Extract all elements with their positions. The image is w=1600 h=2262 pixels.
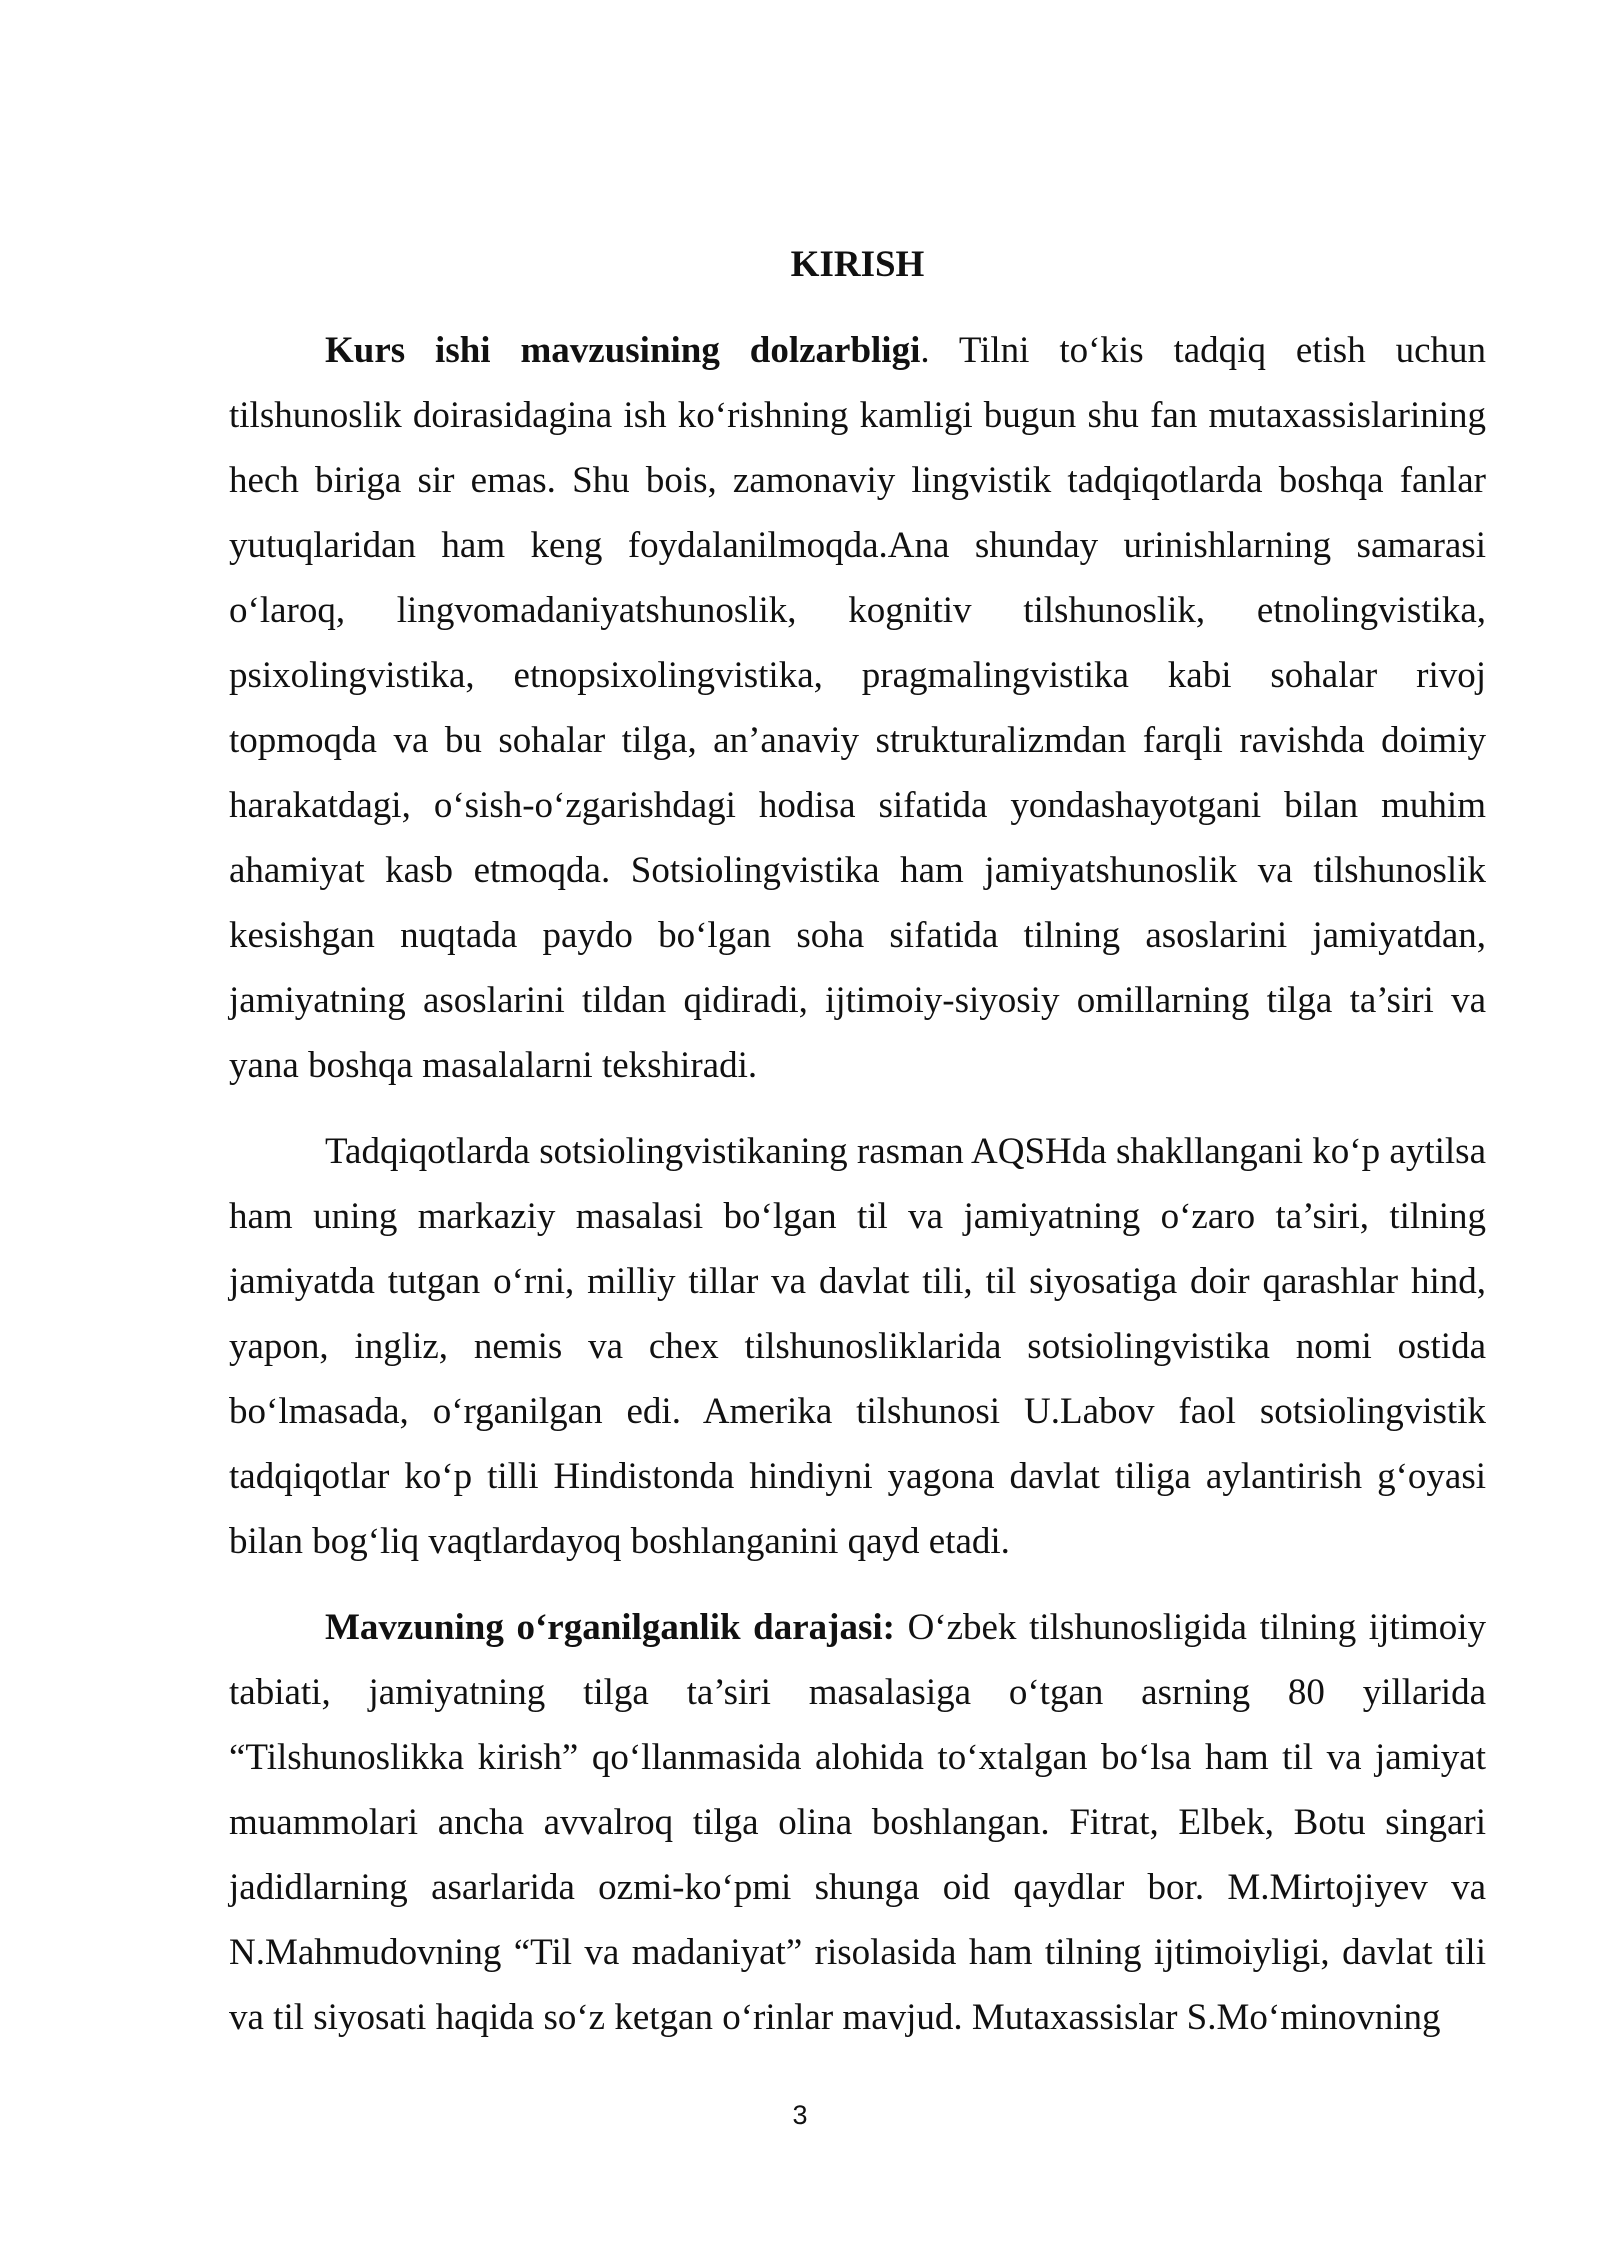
- paragraph-text-degree-of-study: O‘zbek tilshunosligida tilning ijtimoiy tabiati, jamiyatning tilga ta’siri masalasiga o‘tgan asrning 80 yillarida “Tilshunoslikka kirish” qo‘llanmasida alohida to‘xtalgan bo‘lsa ham til va jamiyat muammolari ancha avvalroq tilga olina boshlangan. Fitrat, Elbek, Botu singari jadidlarning asarlarida ozmi-ko‘pmi shunga oid qaydlar bor. M.Mirtojiyev va N.Mahmudovning “Til va madaniyat” risolasida ham tilning ijtimoiyligi, davlat tili va til siyosati haqida so‘z ketgan o‘rinlar mavjud. Mutaxassislar S.Mo‘minovning: [229, 1607, 1486, 2038]
- paragraph-text-relevance: . Tilni to‘kis tadqiq etish uchun tilshunoslik doirasidagina ish ko‘rishning kamligi bugun shu fan mutaxassislarining hech biriga sir emas. Shu bois, zamonaviy lingvistik tadqiqotlarda boshqa fanlar yutuqlaridan ham keng foydalanilmoqda.Ana shunday urinishlarning samarasi o‘laroq, lingvomadaniyatshunoslik, kognitiv tilshunoslik, etnolingvistika, psixolingvistika, etnopsixolingvistika, pragmalingvistika kabi sohalar rivoj topmoqda va bu sohalar tilga, an’anaviy strukturalizmdan farqli ravishda doimiy harakatdagi, o‘sish-o‘zgarishdagi hodisa sifatida yondashayotgani bilan muhim ahamiyat kasb etmoqda. Sotsiolingvistika ham jamiyatshunoslik va tilshunoslik kesishgan nuqtada paydo bo‘lgan soha sifatida tilning asoslarini jamiyatdan, jamiyatning asoslarini tildan qidiradi, ijtimoiy-siyosiy omillarning tilga ta’siri va yana boshqa masalalarni tekshiradi.: [229, 330, 1486, 1086]
- paragraph-degree-of-study: [229, 1595, 1486, 2050]
- paragraph-lead-degree-of-study: Mavzuning o‘rganilganlik darajasi:: [325, 1607, 895, 1648]
- paragraph-text-research: Tadqiqotlarda sotsiolingvistikaning rasman AQSHda shakllangani ko‘p aytilsa ham uning markaziy masalasi bo‘lgan til va jamiyatning o‘zaro ta’siri, tilning jamiyatda tutgan o‘rni, milliy tillar va davlat tili, til siyosatiga doir qarashlar hind, yapon, ingliz, nemis va chex tilshunosliklarida sotsiolingvistika nomi ostida bo‘lmasada, o‘rganilgan edi. Amerika tilshunosi U.Labov faol sotsiolingvistik tadqiqotlar ko‘p tilli Hindistonda hindiyni yagona davlat tiliga aylantirish g‘oyasi bilan bog‘liq vaqtlardayoq boshlanganini qayd etadi.: [229, 1131, 1486, 1562]
- paragraph-research: [229, 1119, 1486, 1574]
- paragraph-lead-relevance: Kurs ishi mavzusining dolzarbligi: [325, 330, 921, 371]
- page-body: [229, 232, 1486, 2050]
- paragraph-relevance: [229, 318, 1486, 1098]
- section-heading: KIRISH: [790, 244, 925, 285]
- page-number: 3: [792, 2100, 808, 2130]
